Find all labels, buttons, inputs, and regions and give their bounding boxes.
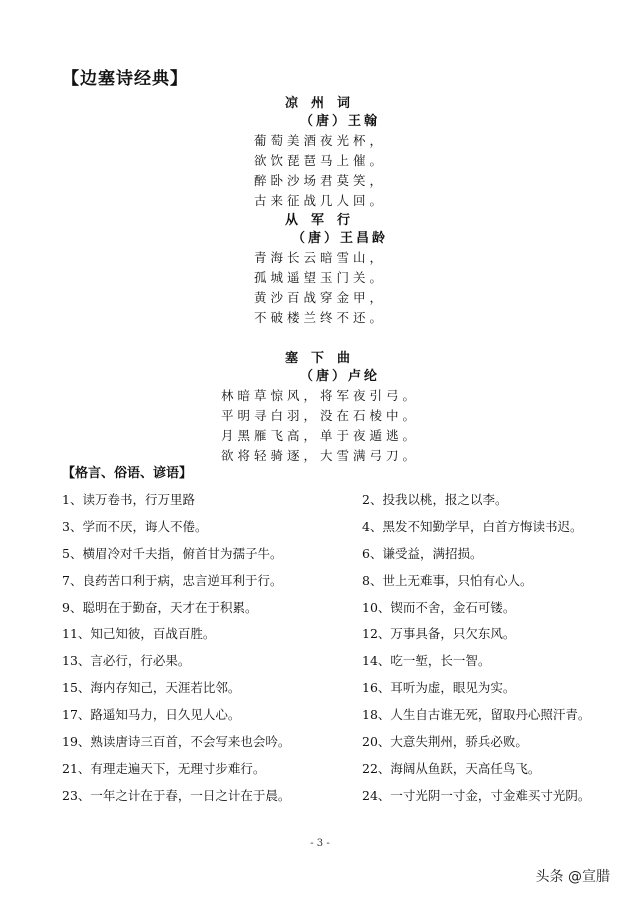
poem-line: 月黑雁飞高，单于夜遁逃。 bbox=[220, 428, 419, 443]
poem-line: 林暗草惊风，将军夜引弓。 bbox=[220, 388, 419, 403]
proverb-item: 17、路遥知马力，日久见人心。 bbox=[62, 707, 241, 723]
proverb-row bbox=[62, 513, 602, 540]
proverb-item: 9、聪明在于勤奋，天才在于积累。 bbox=[62, 599, 258, 615]
proverb-item: 23、一年之计在于春，一日之计在于晨。 bbox=[62, 787, 291, 803]
proverb-item: 10、锲而不舍，金石可镂。 bbox=[362, 599, 516, 615]
proverb-item: 14、吃一堑，长一智。 bbox=[362, 653, 491, 669]
watermark bbox=[536, 866, 610, 886]
poem-title: 塞下曲 bbox=[284, 351, 363, 366]
poem-line: 欲将轻骑逐，大雪满弓刀。 bbox=[220, 448, 419, 463]
proverb-item: 7、良药苦口利于病，忠言逆耳利于行。 bbox=[62, 572, 283, 588]
poem-title: 从军行 bbox=[284, 213, 363, 228]
proverb-item: 2、投我以桃，报之以李。 bbox=[362, 492, 508, 507]
poem-author: （唐）卢纶 bbox=[299, 369, 380, 384]
poem-congjunxing bbox=[0, 212, 640, 328]
proverb-item: 19、熟读唐诗三百首，不会写来也会吟。 bbox=[62, 734, 291, 750]
proverb-item: 21、有理走遍天下，无理寸步难行。 bbox=[62, 760, 266, 776]
proverb-row bbox=[62, 567, 602, 594]
poem-title: 凉州词 bbox=[284, 96, 363, 111]
proverb-item: 5、横眉冷对千夫指，俯首甘为孺子牛。 bbox=[62, 545, 283, 561]
proverb-item: 6、谦受益，满招损。 bbox=[362, 545, 483, 561]
poem-line: 孤城遥望玉门关。 bbox=[253, 270, 386, 285]
proverb-row bbox=[62, 594, 602, 621]
proverb-row bbox=[62, 674, 602, 701]
proverb-item: 20、大意失荆州，骄兵必败。 bbox=[362, 734, 528, 750]
proverb-item: 4、黑发不知勤学早，白首方悔读书迟。 bbox=[362, 518, 583, 534]
poem-saixiaqu bbox=[0, 350, 640, 466]
poem-line: 青海长云暗雪山， bbox=[253, 250, 386, 265]
page-number: - 3 - bbox=[310, 838, 330, 849]
poem-line: 古来征战几人回。 bbox=[253, 193, 386, 208]
proverb-row bbox=[62, 782, 602, 809]
proverb-item: 24、一寸光阴一寸金，寸金难买寸光阴。 bbox=[362, 787, 591, 803]
proverb-item: 16、耳听为虚，眼见为实。 bbox=[362, 680, 516, 696]
proverb-item: 13、言必行，行必果。 bbox=[62, 653, 191, 669]
proverb-item: 3、学而不厌，诲人不倦。 bbox=[62, 518, 208, 534]
watermark-text: 头条 @宣腊 bbox=[535, 869, 610, 885]
poem-line: 醉卧沙场君莫笑， bbox=[253, 173, 386, 188]
proverb-row bbox=[62, 701, 602, 728]
poem-author: （唐）王翰 bbox=[299, 114, 380, 129]
proverb-item: 12、万事具备，只欠东风。 bbox=[362, 626, 516, 642]
proverb-item: 1、读万卷书，行万里路 bbox=[62, 492, 195, 507]
poem-line: 黄沙百战穿金甲， bbox=[253, 290, 386, 305]
poem-line: 不破楼兰终不还。 bbox=[253, 310, 386, 325]
proverbs-title: 【格言、俗语、谚语】 bbox=[62, 466, 193, 481]
poem-line: 葡萄美酒夜光杯， bbox=[253, 133, 386, 148]
proverb-row bbox=[62, 620, 602, 647]
section-title: 【边塞诗经典】 bbox=[62, 69, 188, 89]
proverbs-list bbox=[62, 486, 602, 809]
proverb-row bbox=[62, 755, 602, 782]
poem-line: 平明寻白羽，没在石棱中。 bbox=[220, 408, 419, 423]
proverb-row bbox=[62, 486, 602, 513]
proverb-item: 18、人生自古谁无死，留取丹心照汗青。 bbox=[362, 707, 591, 723]
proverb-row bbox=[62, 647, 602, 674]
proverb-item: 15、海内存知己，天涯若比邻。 bbox=[62, 680, 241, 696]
proverb-row bbox=[62, 728, 602, 755]
poem-line: 欲饮琵琶马上催。 bbox=[253, 153, 386, 168]
proverb-item: 8、世上无难事，只怕有心人。 bbox=[362, 572, 533, 588]
proverb-item: 22、海阔从鱼跃，天高任鸟飞。 bbox=[362, 760, 541, 776]
proverb-item: 11、知己知彼，百战百胜。 bbox=[62, 626, 216, 642]
proverb-row bbox=[62, 540, 602, 567]
poem-liangzhouci bbox=[0, 95, 640, 211]
poem-author: （唐）王昌龄 bbox=[291, 231, 388, 246]
